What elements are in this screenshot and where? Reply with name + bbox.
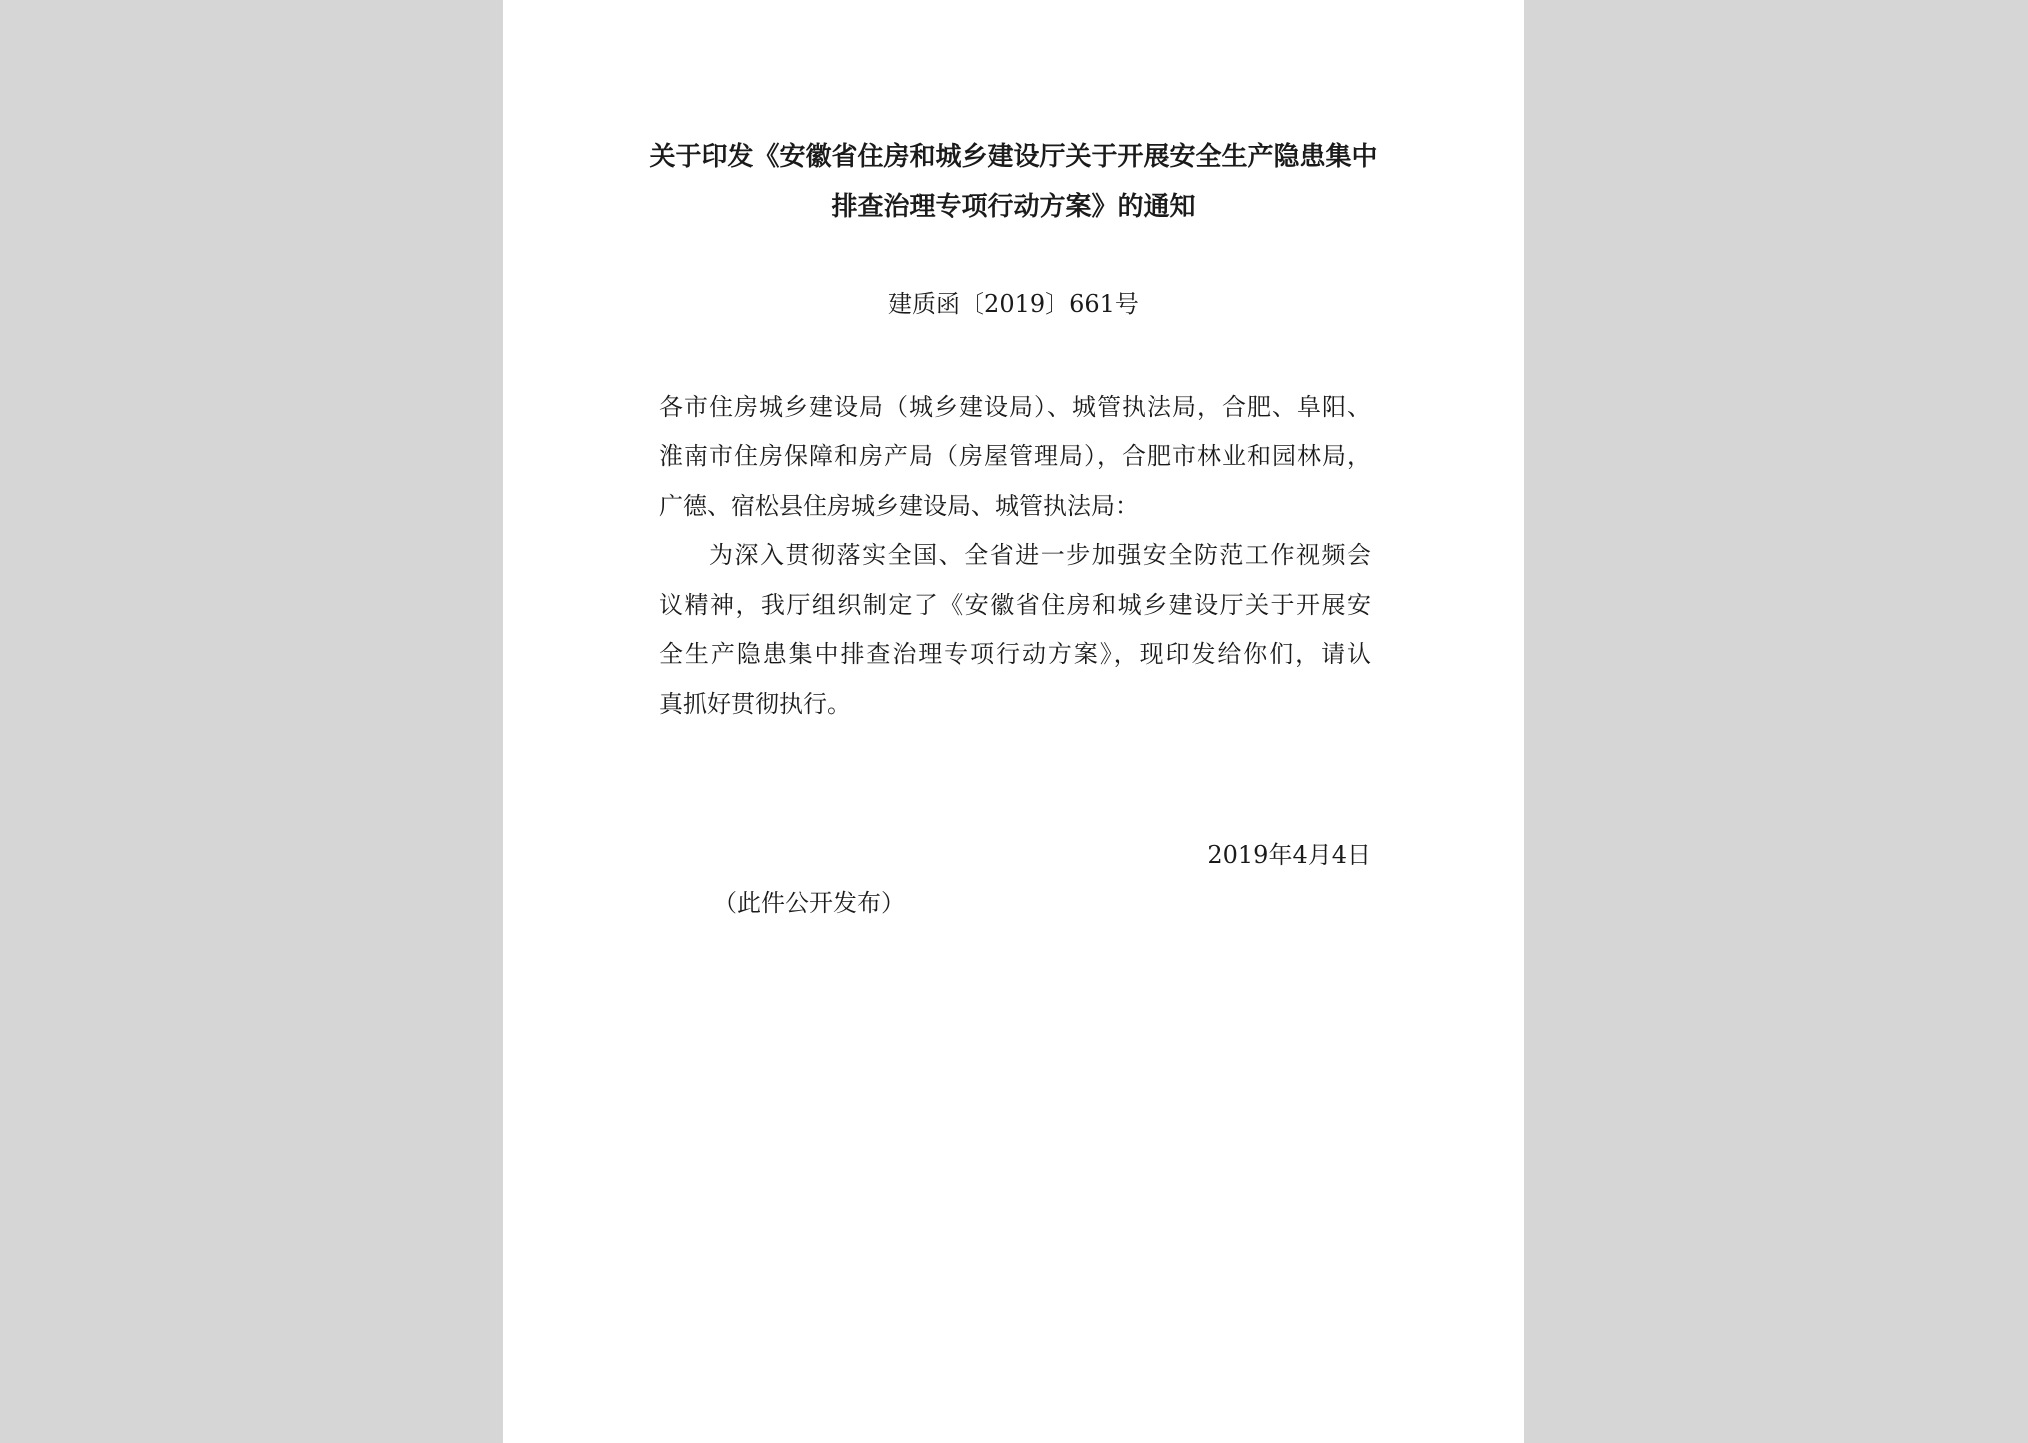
body-line-4: 真抓好贯彻执行。 xyxy=(659,690,851,718)
recipient-line-1: 各市住房城乡建设局（城乡建设局）、城管执法局，合肥、阜阳、 xyxy=(659,393,1371,421)
document-title-line-2: 排查治理专项行动方案》的通知 xyxy=(831,192,1196,222)
document-title-line-1: 关于印发《安徽省住房和城乡建设厅关于开展安全生产隐患集中 xyxy=(649,142,1378,172)
body-line-1: 为深入贯彻落实全国、全省进一步加强安全防范工作视频会 xyxy=(709,541,1371,569)
recipient-line-3: 广德、宿松县住房城乡建设局、城管执法局： xyxy=(659,492,1139,520)
body-line-2: 议精神，我厅组织制定了《安徽省住房和城乡建设厅关于开展安 xyxy=(659,591,1371,619)
disclosure-note: （此件公开发布） xyxy=(713,889,905,917)
document-date: 2019年4月4日 xyxy=(1207,841,1371,869)
body-line-3: 全生产隐患集中排查治理专项行动方案》，现印发给你们，请认 xyxy=(659,640,1371,668)
document-page xyxy=(503,0,1524,1443)
recipient-line-2: 淮南市住房保障和房产局（房屋管理局），合肥市林业和园林局， xyxy=(659,442,1371,470)
document-number: 建质函〔2019〕661号 xyxy=(888,290,1139,318)
